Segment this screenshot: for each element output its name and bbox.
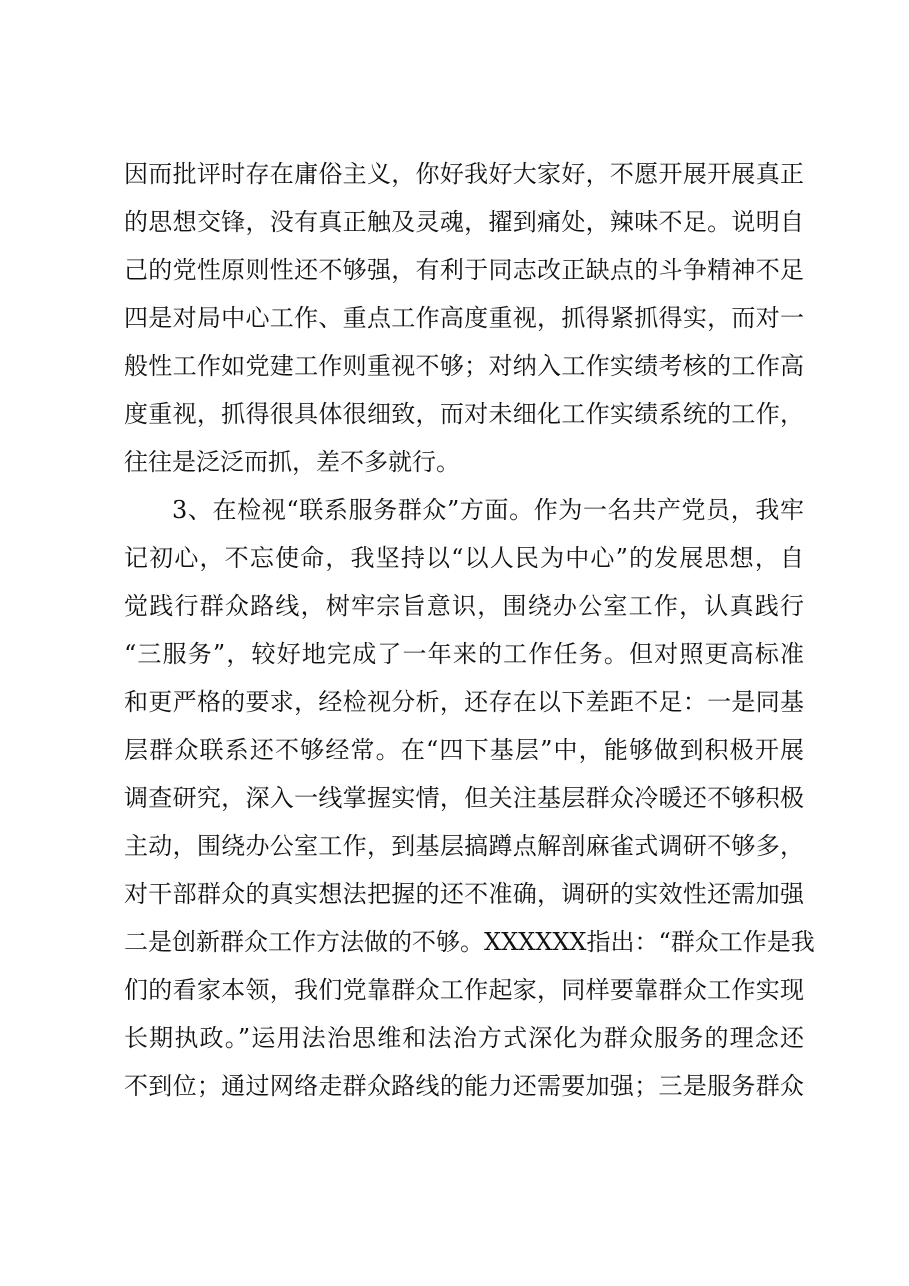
text-line-20: 不到位；通过网络走群众路线的能力还需要加强；三是服务群众 (124, 1072, 804, 1100)
text-line-2: 的思想交锋，没有真正触及灵魂，擢到痛处，辣味不足。说明自 (124, 208, 804, 236)
text-line-1: 因而批评时存在庸俗主义，你好我好大家好，不愿开展开展真正 (124, 160, 804, 188)
text-line-15: 主动，围绕办公室工作，到基层搞蹲点解剖麻雀式调研不够多， (124, 832, 804, 860)
text-line-11: “三服务”，较好地完成了一年来的工作任务。但对照更高标准 (124, 640, 804, 668)
text-line-7: 往往是泛泛而抓，差不多就行。 (124, 448, 460, 476)
text-line-6: 度重视，抓得很具体很细致，而对未细化工作实绩系统的工作， (124, 400, 804, 428)
text-line-19: 长期执政。”运用法治思维和法治方式深化为群众服务的理念还 (124, 1024, 804, 1052)
text-line-3: 己的党性原则性还不够强，有利于同志改正缺点的斗争精神不足 (124, 256, 804, 284)
text-line-14: 调查研究，深入一线掌握实情，但关注基层群众冷暖还不够积极 (124, 784, 804, 812)
text-line-16: 对干部群众的真实想法把握的还不准确，调研的实效性还需加强 (124, 880, 804, 908)
text-line-4: 四是对局中心工作、重点工作高度重视，抓得紧抓得实，而对一 (124, 304, 804, 332)
text-line-9: 记初心，不忘使命，我坚持以“以人民为中心”的发展思想，自 (124, 544, 804, 572)
text-line-5: 般性工作如党建工作则重视不够；对纳入工作实绩考核的工作高 (124, 352, 804, 380)
text-line-12: 和更严格的要求，经检视分析，还存在以下差距不足：一是同基 (124, 688, 804, 716)
text-line-10: 觉践行群众路线，树牢宗旨意识，围绕办公室工作，认真践行 (124, 592, 804, 620)
text-line-18: 们的看家本领，我们党靠群众工作起家，同样要靠群众工作实现 (124, 976, 804, 1004)
text-line-13: 层群众联系还不够经常。在“四下基层”中，能够做到积极开展 (124, 736, 804, 764)
text-line-17: 二是创新群众工作方法做的不够。XXXXXX指出：“群众工作是我 (124, 928, 815, 956)
text-line-8: 3、在检视“联系服务群众”方面。作为一名共产党员，我牢 (172, 496, 804, 524)
